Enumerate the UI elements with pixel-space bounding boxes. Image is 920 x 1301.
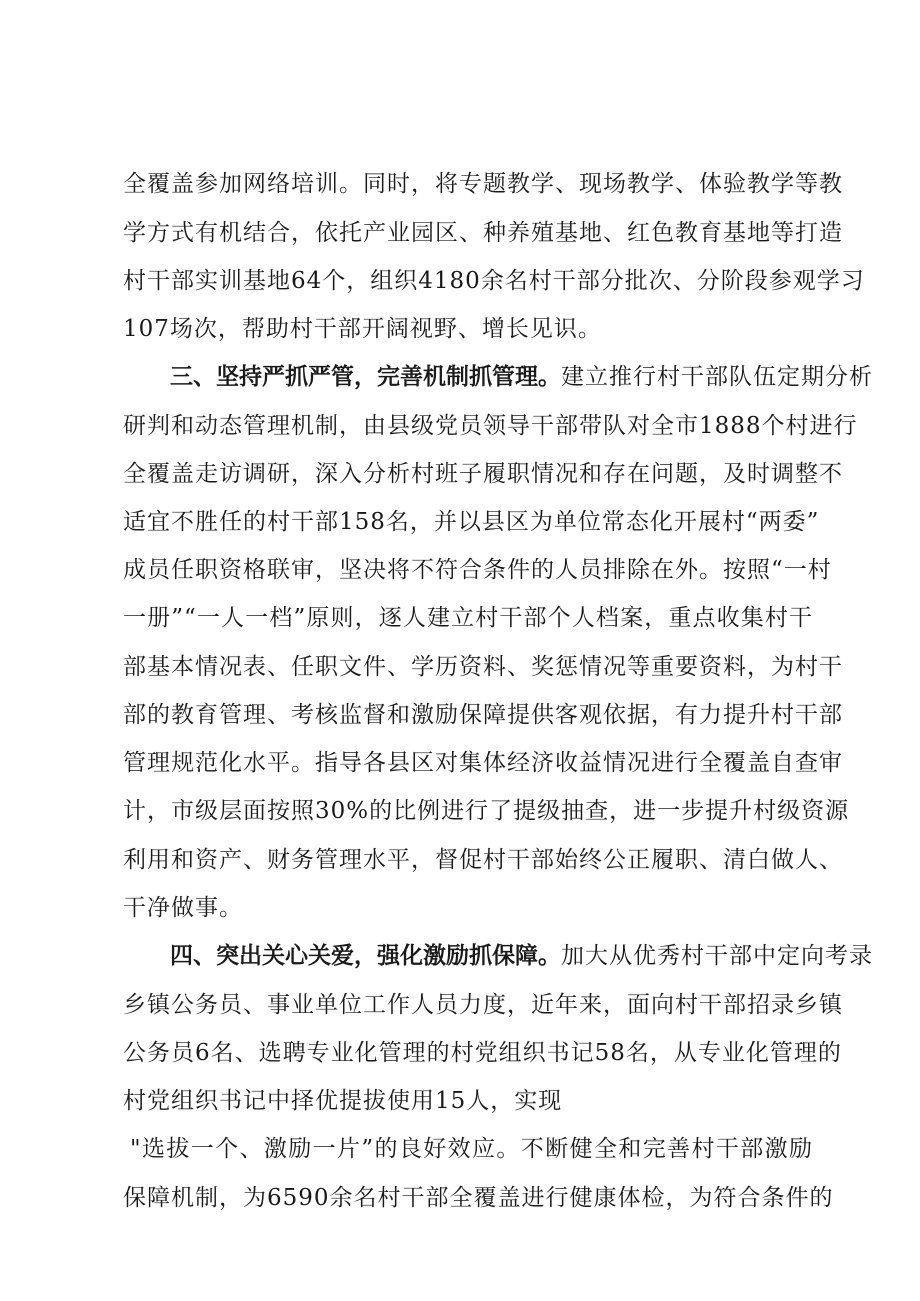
paragraph2-line-8: 部的教育管理、考核监督和激励保障提供客观依据，有力提升村干部 [123, 702, 843, 728]
paragraph2-line-9: 管理规范化水平。指导各县区对集体经济收益情况进行全覆盖自查审 [123, 750, 843, 776]
paragraph2-line-5: 成员任职资格联审，坚决将不符合条件的人员排除在外。按照“一村 [123, 557, 832, 583]
paragraph3-line-4: 村党组织书记中择优提拔使用15人，实现 [123, 1088, 563, 1114]
paragraph2-line-12: 干净做事。 [123, 895, 243, 921]
section-heading-3: 三、坚持严抓严管，完善机制抓管理。 [170, 364, 561, 390]
paragraph3-line-2: 乡镇公务员、事业单位工作人员力度，近年来，面向村干部招录乡镇 [123, 992, 843, 1018]
paragraph3-line-1-rest: 加大从优秀村干部中定向考录 [561, 943, 873, 969]
paragraph1-line-1: 全覆盖参加网络培训。同时，将专题教学、现场教学、体验教学等教 [123, 171, 843, 197]
paragraph2-line-2: 研判和动态管理机制，由县级党员领导干部带队对全市1888个村进行 [123, 413, 858, 439]
section-heading-4: 四、突出关心关爱，强化激励抓保障。 [170, 943, 561, 969]
paragraph2-line-3: 全覆盖走访调研，深入分析村班子履职情况和存在问题，及时调整不 [123, 461, 843, 487]
paragraph2-line-6: 一册”“一人一档”原则，逐人建立村干部个人档案，重点收集村干 [123, 605, 813, 631]
paragraph2-line-1 [170, 362, 873, 394]
paragraph2-line-4: 适宜不胜任的村干部158名，并以县区为单位常态化开展村“两委” [123, 509, 820, 535]
paragraph1-line-2: 学方式有机结合，依托产业园区、种养殖基地、红色教育基地等打造 [123, 220, 843, 246]
paragraph2-line-7: 部基本情况表、任职文件、学历资料、奖惩情况等重要资料，为村干 [123, 654, 843, 680]
paragraph2-line-11: 利用和资产、财务管理水平，督促村干部始终公正履职、清白做人、 [123, 847, 843, 873]
paragraph3-line-3: 公务员6名、选聘专业化管理的村党组织书记58名，从专业化管理的 [123, 1040, 842, 1066]
paragraph2-line-1-rest: 建立推行村干部队伍定期分析 [561, 364, 873, 390]
paragraph3-line-5: "选拔一个、激励一片”的良好效应。不断健全和完善村干部激励 [130, 1136, 813, 1162]
paragraph1-line-3: 村干部实训基地64个，组织4180余名村干部分批次、分阶段参观学习 [123, 268, 865, 294]
paragraph1-line-4: 107场次，帮助村干部开阔视野、增长见识。 [123, 316, 602, 342]
paragraph2-line-10: 计，市级层面按照30%的比例进行了提级抽查，进一步提升村级资源 [123, 798, 850, 824]
paragraph3-line-6: 保障机制，为6590余名村干部全覆盖进行健康体检，为符合条件的 [123, 1185, 834, 1211]
paragraph3-line-1 [170, 941, 873, 973]
